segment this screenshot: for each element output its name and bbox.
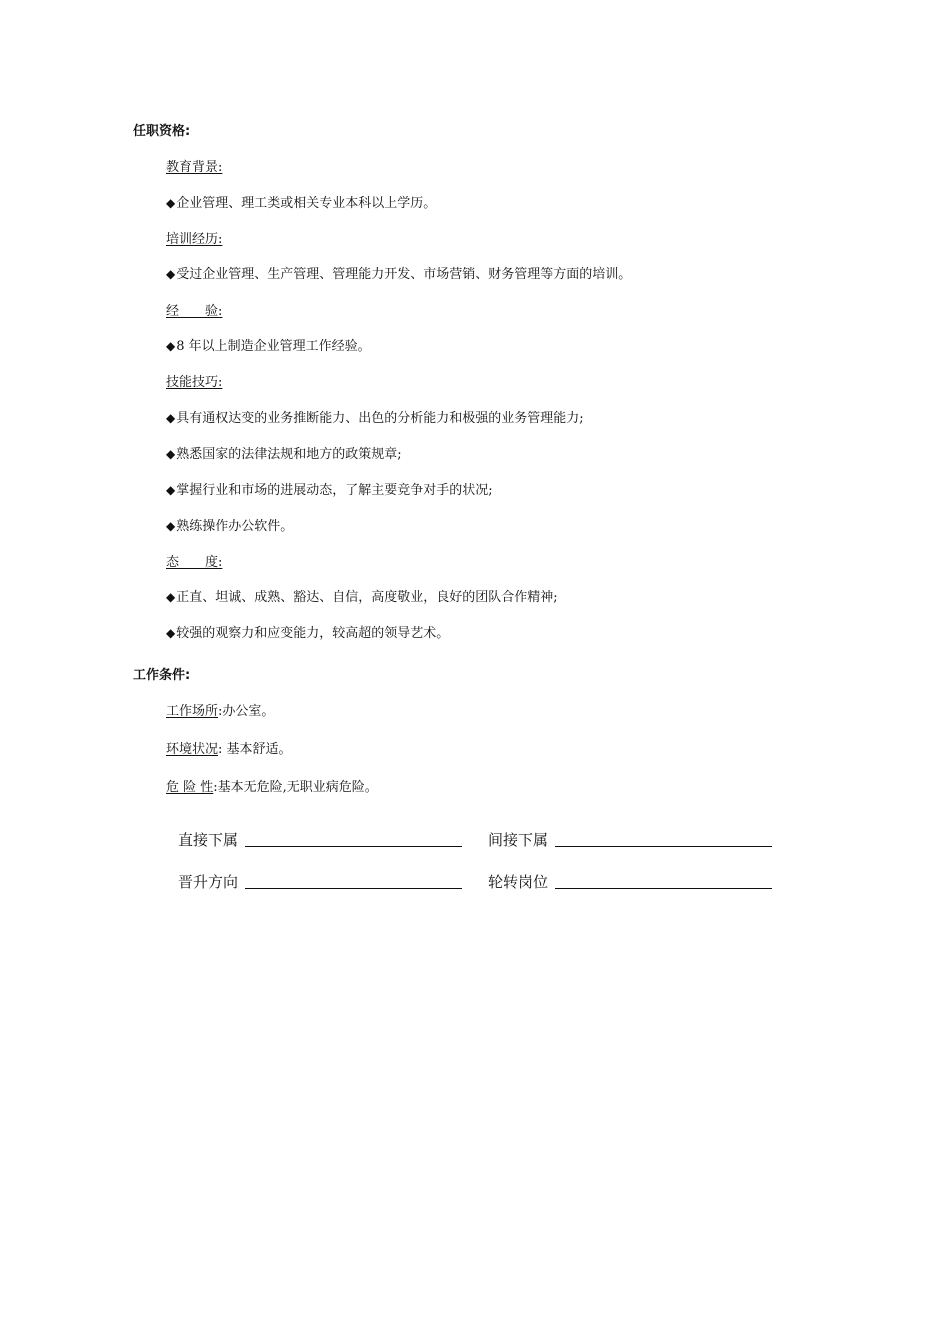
qualifications-heading: 任职资格: [133, 124, 191, 139]
work-risk-value: :基本无危险,无职业病危险。 [213, 780, 378, 795]
skills-item: ◆ 熟悉国家的法律法规和地方的政策规章; [166, 443, 402, 462]
attitude-label: 态 度: [166, 555, 223, 570]
rotation-post-blank [555, 888, 772, 889]
skills-label: 技能技巧: [166, 375, 223, 390]
promotion-path-blank [245, 888, 462, 889]
work-location [166, 700, 274, 719]
work-location-value: :办公室。 [218, 704, 275, 719]
experience-label: 经 验: [166, 304, 223, 319]
indirect-subordinate-blank [555, 846, 772, 847]
work-environment-label: 环境状况 [166, 742, 219, 757]
indirect-subordinate-label: 间接下属 [488, 831, 549, 849]
work-location-label: 工作场所 [166, 704, 219, 719]
attitude-item: ◆ 较强的观察力和应变能力，较高超的领导艺术。 [166, 622, 449, 641]
training-item: ◆ 受过企业管理、生产管理、管理能力开发、市场营销、财务管理等方面的培训。 [166, 263, 631, 282]
skills-item: ◆ 具有通权达变的业务推断能力、出色的分析能力和极强的业务管理能力; [166, 407, 584, 426]
direct-subordinate-label: 直接下属 [178, 831, 239, 849]
education-item: ◆ 企业管理、理工类或相关专业本科以上学历。 [166, 192, 436, 211]
work-environment [166, 738, 292, 757]
promotion-path-label: 晋升方向 [178, 873, 239, 891]
work-risk [166, 776, 378, 795]
conditions-heading: 工作条件: [133, 668, 191, 683]
experience-item: ◆ 8 年以上制造企业管理工作经验。 [166, 335, 371, 354]
training-label: 培训经历: [166, 232, 223, 247]
direct-subordinate-blank [245, 846, 462, 847]
work-risk-label: 危 险 性 [166, 780, 214, 795]
work-environment-value: : 基本舒适。 [218, 742, 292, 757]
skills-item: ◆ 掌握行业和市场的进展动态，了解主要竞争对手的状况; [166, 479, 493, 498]
skills-item: ◆ 熟练操作办公软件。 [166, 515, 293, 534]
attitude-item: ◆ 正直、坦诚、成熟、豁达、自信，高度敬业，良好的团队合作精神; [166, 586, 558, 605]
rotation-post-label: 轮转岗位 [488, 873, 549, 891]
education-label: 教育背景: [166, 160, 223, 175]
